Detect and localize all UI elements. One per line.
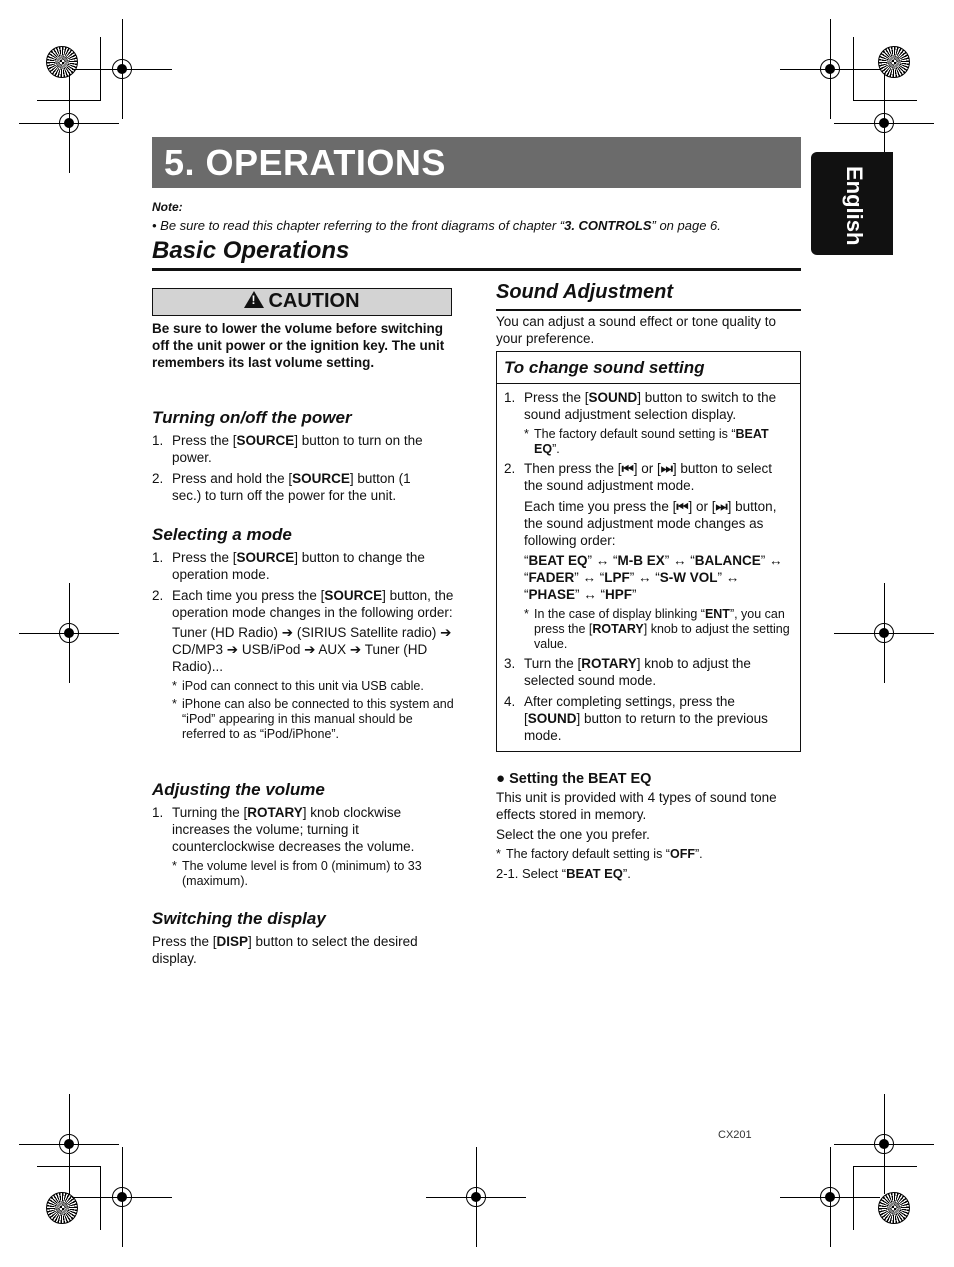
power-section (152, 408, 457, 504)
list-item: 4. After completing settings, press the [SOUND] button to return to the previous mode. (504, 694, 768, 743)
footnote: * The factory default setting is “OFF”. (496, 847, 703, 861)
beat-eq-section (496, 770, 801, 881)
skip-back-icon: ⏮ (621, 461, 634, 476)
display-heading: Switching the display (152, 909, 326, 928)
skip-back-icon: ⏮ (676, 499, 689, 514)
beat-eq-step: 2-1. Select “BEAT EQ”. (496, 866, 631, 881)
beat-eq-text: Select the one you prefer. (496, 827, 650, 842)
registration-star-icon (46, 46, 78, 78)
beat-eq-text: This unit is provided with 4 types of sound tone effects stored in memory. (496, 790, 777, 822)
section-divider (152, 268, 801, 271)
registration-star-icon (878, 1192, 910, 1224)
list-item: 2. Then press the [⏮] or [⏭] button to select the sound adjustment mode. (504, 461, 772, 493)
footnote: * iPhone can also be connected to this system and “iPod” appearing in this manual should be referred to as “iPod/iPhone”. (172, 697, 454, 741)
footnote: * In the case of display blinking “ENT”, you can press the [ROTARY] knob to adjust the setting value. (524, 607, 790, 651)
mode-section (152, 525, 457, 742)
list-item: 1. Press the [SOUND] button to switch to the sound adjustment selection display. (504, 390, 777, 422)
footnote: * iPod can connect to this unit via USB cable. (172, 679, 424, 693)
footnote: * The factory default sound setting is “BEAT EQ”. (524, 427, 769, 456)
note-label: Note: (152, 200, 183, 214)
list-item: 1. Press the [SOURCE] button to turn on the power. (152, 433, 423, 465)
volume-section (152, 780, 457, 889)
list-item: 2. Each time you press the [SOURCE] button, the operation mode changes in the following order: (152, 588, 454, 620)
list-item: 2. Press and hold the [SOURCE] button (1 sec.) to turn off the power for the unit. (152, 471, 411, 503)
power-heading: Turning on/off the power (152, 408, 352, 427)
warning-triangle-icon (244, 291, 264, 308)
display-section (152, 909, 457, 967)
chapter-title-bar (152, 137, 801, 188)
mode-heading: Selecting a mode (152, 525, 292, 544)
box-header (497, 352, 800, 384)
skip-forward-icon: ⏭ (660, 461, 673, 476)
caution-text: Be sure to lower the volume before switching off the unit power or the ignition key. The unit remembers its last volume setting. (152, 321, 445, 370)
language-tab (811, 152, 893, 255)
volume-heading: Adjusting the volume (152, 780, 325, 799)
sound-intro: You can adjust a sound effect or tone quality to your preference. (496, 314, 776, 346)
caution-label: CAUTION (268, 290, 360, 312)
list-item: 3. Turn the [ROTARY] knob to adjust the selected sound mode. (504, 656, 751, 688)
sound-divider (496, 309, 801, 311)
footnote: * The volume level is from 0 (minimum) to 33 (maximum). (172, 859, 422, 888)
list-item: 1. Turning the [ROTARY] knob clockwise increases the volume; turning it counterclockwise decreases the volume. (152, 805, 415, 854)
section-title: Basic Operations (152, 237, 350, 264)
list-item: 1. Press the [SOURCE] button to change the operation mode. (152, 550, 425, 582)
box-title: To change sound setting (504, 358, 705, 377)
beat-eq-heading: ● Setting the BEAT EQ (496, 770, 652, 787)
skip-forward-icon: ⏭ (715, 499, 728, 514)
note-text: • Be sure to read this chapter referring to the front diagrams of chapter “3. CONTROLS” on page 6. (152, 218, 721, 233)
mode-cycle: “BEAT EQ” ↔ “M-B EX” ↔ “BALANCE” ↔ “FADER” ↔ “LPF” ↔ “S-W VOL” ↔ “PHASE” ↔ “HPF” (524, 553, 783, 602)
model-code: CX201 (718, 1129, 752, 1141)
registration-star-icon (878, 46, 910, 78)
step2-detail: Each time you press the [⏮] or [⏭] button, the sound adjustment mode changes as following order: (524, 499, 777, 548)
language-tab-label: English (842, 166, 867, 246)
bullet-icon: ● (496, 770, 506, 787)
chapter-title: 5. OPERATIONS (164, 142, 446, 183)
caution-banner (152, 288, 452, 316)
sound-setting-box (496, 351, 801, 752)
sound-heading: Sound Adjustment (496, 281, 674, 303)
display-text: Press the [DISP] button to select the desired display. (152, 934, 418, 966)
mode-order: Tuner (HD Radio) ➔ (SIRIUS Satellite radio) ➔ CD/MP3 ➔ USB/iPod ➔ AUX ➔ Tuner (HD Radio)... (172, 625, 452, 674)
